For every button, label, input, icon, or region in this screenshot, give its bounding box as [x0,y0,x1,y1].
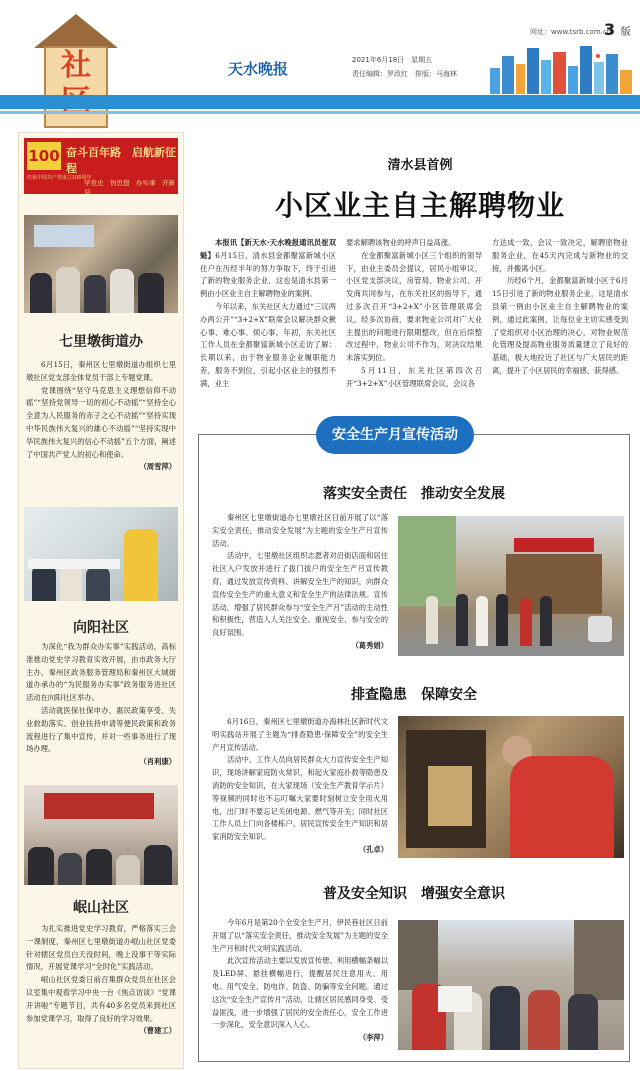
editors-line: 责任编辑：罗政红 排版：马海林 [352,70,457,78]
story-title: 岷山社区 [73,900,129,916]
issue-date: 2021年6月18日 星期五 [352,56,433,64]
article-paragraph: 要求解聘该物业的呼声日益高涨。 [346,238,456,247]
section-paragraph: 秦州区七里墩街道办七里墩社区日前开展了以“落实安全责任，推动安全发展”为主题的安全生产月宣传活动。 [212,513,388,548]
section-paragraph: 活动中，七里墩社区组织志愿者对沿街店面和居住社区入户发放并进行了拔门拔户的安全生产月宣传教育，通过发放宣传资料、讲解安全生产的知识，向群众宣传安全生产的重大意义和安全生产的法律法规。宣传活动，增强了居民群众参与“安全生产月”活动的主动性和积极性，营造人人关注安全、重视安全、参与安全的良好氛围。 [212,551,388,638]
story-body [26,641,176,769]
story-paragraph: 岷山社区党委日前召集群众党员在社区会议室集中观看学习中央一台《焦点访谈》“党课开讲啦”专题节目，共有40多名党员来到社区参加党课学习，取得了良好的学习效果。 [26,975,176,1023]
section-body [212,716,388,857]
section-credit: （李萍） [358,1033,388,1043]
section-heading: 排查隐患 保障安全 [351,687,477,703]
article-column-3 [492,237,628,378]
centenary-banner [24,138,178,194]
story-credit: （肖利康） [139,757,176,767]
article-paragraph: 6月15日，清水县金都聚富新城小区住户在历经半年的努力争取下，终于引进了新的物业服务企业，这也是清水县第一例由小区业主自主解聘物业的案例。 [200,250,336,299]
article-paragraph: 历经6个月，金都聚富新城小区于6月15日引进了新的物业服务企业，这是清水县第一例由小区业主自主解聘物业的案例，通过此案例，让每位业主切实感受到了党组织对小区治理的决心，对物业规范化管理及提高物业服务质量建立了良好的基础，极大地拉近了社区与广大居民的距离，提升了小区居民的幸福感、获得感。 [492,276,628,375]
article-paragraph: 今年以来，东关社区大力通过“三议两办两公开”“3+2+X”联席会议解决群众揪心事、难心事、烦心事。年初，东关社区工作人员在金都聚富新城小区走访了解：长期以来，由于物业服务企业履职能力差，服务不到位，引起小区业主的强烈不满，业主 [200,301,336,388]
story-credit: （周雪萍） [139,462,176,472]
section-heading: 普及安全知识 增强安全意识 [323,886,505,902]
article-column-2 [346,237,482,391]
story-paragraph: 6月15日，秦州区七里墩街道办组织七里墩社区党支部全体党员干部上专题党课。 [26,360,176,382]
banner-title: 奋斗百年路 启航新征程 [66,146,176,175]
section-paragraph: 此次宣传活动主要以发放宣传册、利用横幅条幅以及LED屏、悬挂横幅进行，提醒居民注意用火、用电、用气安全、防电诈、防盗、防骗等安全问题。通过这次“安全生产宣传月”活动，让辖区居民感同身受、受益匪浅，进一步增强了居民的安全责任心，安全工作进一步深化，安全意识深入人心。 [212,956,388,1030]
story-paragraph: 活动就医保社保申办、惠民政策享受、失业救助落实、创业扶持申请等便民政策和政务流程进行了集中宣传，并对一些事务进行了现场办理。 [26,705,176,754]
article-paragraph: 方达成一致，会议一致决定，解聘原物业服务企业，在45天内完成与新物业的交接，并搬离小区。 [492,238,628,273]
story-title: 向阳社区 [73,620,129,636]
story-body [26,359,176,474]
header-band [0,95,640,109]
story-body [26,923,176,1038]
left-sidebar-column [18,132,184,1069]
banner-small-text: 庆祝中国共产党成立100周年 [27,175,92,181]
section-paragraph: 6月16日，秦州区七里墩街道办海林社区新时代文明实践站开展了主题为“排查隐患·保障安全”的安全生产月宣传活动。 [212,717,388,752]
story-paragraph: 为扎实推进党史学习教育，严格落实三会一课制度，秦州区七里墩街道办岷山社区党委针对辖区党员白天没时间，晚上没事干等实际情况，开展党课学习“全时化”实践活动。 [26,924,176,972]
section-char-1: 社 [61,48,91,83]
city-skyline-icon [486,42,636,94]
section-credit: （葛秀娟） [351,640,388,650]
centenary-badge: 100 [27,142,61,170]
website: 网址：www.tsrb.com.cn [530,28,612,36]
article-kicker: 清水县首例 [387,158,453,173]
page-number-value: 3 [604,20,616,39]
story-credit: （曹建工） [139,1026,176,1036]
house-roof-icon [34,14,118,48]
story-photo-service-hall [24,507,178,601]
section-logo [44,46,108,128]
story-photo-classroom [24,215,178,313]
masthead [0,0,640,122]
section-photo-street-publicity [398,920,624,1050]
article-column-1 [200,237,336,391]
feature-banner: 安全生产月宣传活动 [316,416,474,454]
article-paragraph: 在金都聚富新城小区三个组织的领导下，由业主委员会提议，居民小组审议，小区党支部决议，房管局、物业公司、开发商共同参与，在东关社区的指导下，通过多次召开“3+2+X”小区管理联席会议，经多次协商，要求物业公司对广大业主提出的问题进行限期整改，但在后续整改过程中，物业公司不作为，对决议结果未落实到位。 [346,250,482,363]
section-body [212,917,388,1045]
section-paragraph: 活动中，工作人员向居民群众大力宣传安全生产知识，现场讲解家庭防火常识，和起火家庭扑救等隐患及消防的安全知识，在大家现场（安全生产教育学示片）等视频的同时也不忘叮嘱大家要时刻树立安全用火用电，出门时不要忘记关闭电源、燃气等开关；同时社区工作人员上门向各楼栋户、居民宣传安全生产知识和居家消防安全知识。 [212,755,388,842]
page-number [604,20,631,39]
section-heading: 落实安全责任 推动安全发展 [323,486,505,502]
section-paragraph: 今年6月是第20个全安全生产月，伊民巷社区日前开展了以“落实安全责任，推动安全发展”为主题的安全生产月和时代文明实践活动。 [212,918,388,953]
newspaper-brand: 天水晚报 [228,60,289,78]
story-paragraph: 党课围绕“坚守马克思主义理想信仰不动摇”“坚持党领导一切的初心不动摇”“坚持全心全意为人民服务的赤子之心不动摇”“坚持实现中华民族伟大复兴的雄心不动摇”“坚持实现中华民族伟大复兴的信心不动摇”五个方面，阐述了中国共产党人的初心和使命。 [26,385,176,459]
page-number-suffix: 版 [620,27,631,38]
article-paragraph: 5月11日，东关社区第四次召开“3+2+X”小区管理联席会议，会议各 [346,365,482,388]
story-title: 七里墩街道办 [59,334,143,350]
article-lead: 本报讯【新天水·天水晚报通讯员崔双魁】 [200,238,336,260]
story-paragraph: 为深化“我为群众办实事”实践活动，高标准推动党史学习教育实效开展，由市政务大厅主办、秦州区政务服务管理局和秦州区大城街道办承办的“为民服务办实事”政务服务进社区活动在向阳社区举办。 [26,642,176,703]
section-photo-street-event [398,516,624,656]
section-body [212,512,388,653]
story-photo-meeting-room [24,785,178,885]
article-headline: 小区业主自主解聘物业 [274,189,565,222]
banner-slogan: 学党史 悟思想 办实事 开新局 [84,179,175,196]
section-credit: （孔卓） [358,844,388,854]
header-band-line [0,111,640,114]
section-photo-home-inspection [398,716,624,858]
